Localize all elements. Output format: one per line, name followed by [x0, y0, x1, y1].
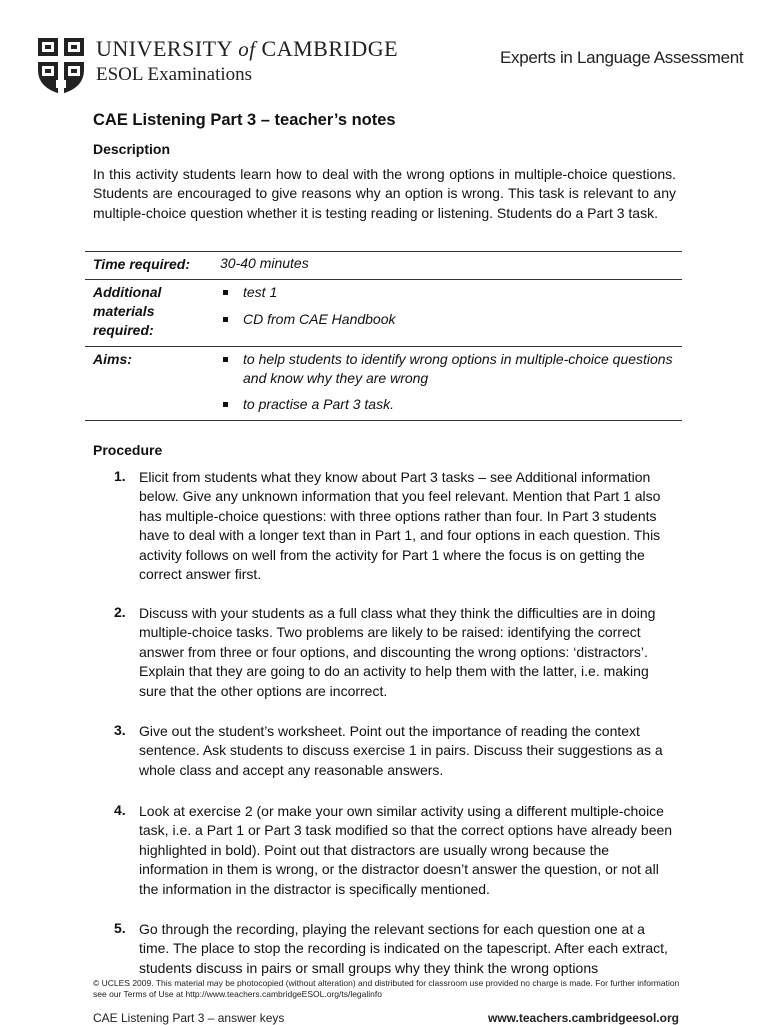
step-number: 1.: [114, 468, 126, 484]
materials-label: Additional materials required:: [93, 284, 162, 338]
aims-row: [85, 347, 682, 421]
step-number: 4.: [114, 802, 126, 818]
aims-item: to help students to identify wrong options in multiple-choice questions and know why they are wrong: [220, 350, 682, 388]
footer-left: CAE Listening Part 3 – answer keys: [93, 1011, 285, 1025]
step-number: 2.: [114, 604, 126, 620]
time-label: Time required:: [93, 256, 190, 272]
time-value: 30-40 minutes: [220, 255, 309, 271]
description-text: In this activity students learn how to deal with the wrong options in multiple-choice questions. Students are encouraged to give reasons why an option is wrong. This task is relevant to any multiple-choice question whether it is testing reading or listening. Students do a Part 3 task.: [93, 166, 676, 221]
step-number: 5.: [114, 920, 126, 936]
step-text: Look at exercise 2 (or make your own similar activity using a different multiple-choice task, i.e. a Part 1 or Part 3 task modified so that the correct options have already been highlighted in bold). Point out that distractors are usually wrong because the information in them is wrong, or the distractor doesn’t answer the question, or not all the information in the distractor is specifically mentioned.: [139, 803, 673, 897]
university-subtitle: ESOL Examinations: [96, 64, 253, 85]
info-table: [85, 251, 682, 421]
aims-label: Aims:: [93, 351, 132, 367]
materials-item: test 1: [220, 283, 682, 302]
step-text: Go through the recording, playing the relevant sections for each question one at a time. The place to stop the recording is indicated on the tapescript. After each extract, students discuss in pairs or small groups why they think the wrong options: [139, 921, 668, 976]
time-row: [85, 252, 682, 280]
tagline: Experts in Language Assessment: [500, 48, 744, 67]
step-text: Discuss with your students as a full class what they think the difficulties are in doing multiple-choice tasks. Two problems are likely to be raised: identifying the correct answer from three or four options, and discounting the wrong options: ‘distractors’. Explain that they are going to do an activity to help them with the latter, i.e. making sure that the other options are incorrect.: [139, 605, 656, 699]
materials-item: CD from CAE Handbook: [220, 310, 682, 329]
aims-list: [220, 347, 682, 421]
footer-website-link[interactable]: www.teachers.cambridgeesol.org: [488, 1011, 679, 1025]
procedure-heading: Procedure: [93, 442, 163, 458]
description-heading: Description: [93, 141, 171, 157]
step-text: Give out the student’s worksheet. Point out the importance of reading the context sentence. Ask students to discuss exercise 1 in pairs. Discuss their suggestions as a whole class and accept any reasonable answers.: [139, 723, 663, 778]
copyright-notice: © UCLES 2009. This material may be photocopied (without alteration) and distributed for classroom use provided no charge is made. For further information see our Terms of Use at http://www.teachers.cambridgeESOL.org/ts/legalinfo: [93, 978, 680, 999]
aims-item: to practise a Part 3 task.: [220, 395, 682, 414]
step-number: 3.: [114, 722, 126, 738]
materials-list: [220, 280, 682, 347]
page-header: [0, 0, 768, 100]
university-shield-icon: [36, 36, 86, 96]
page-title: CAE Listening Part 3 – teacher’s notes: [93, 111, 396, 129]
step-text: Elicit from students what they know about Part 3 tasks – see Additional information below. Give any unknown information that you feel relevant. Mention that Part 1 also has multiple-choice questions: with three options rather than four. In Part 3 students have to deal with a longer text than in Part 1, and four options in each question. This activity follows on well from the activity for Part 1 where the focus is on getting the correct answer first.: [139, 469, 661, 583]
university-name: UNIVERSITY of CAMBRIDGE: [96, 36, 399, 61]
materials-row: [85, 280, 682, 347]
